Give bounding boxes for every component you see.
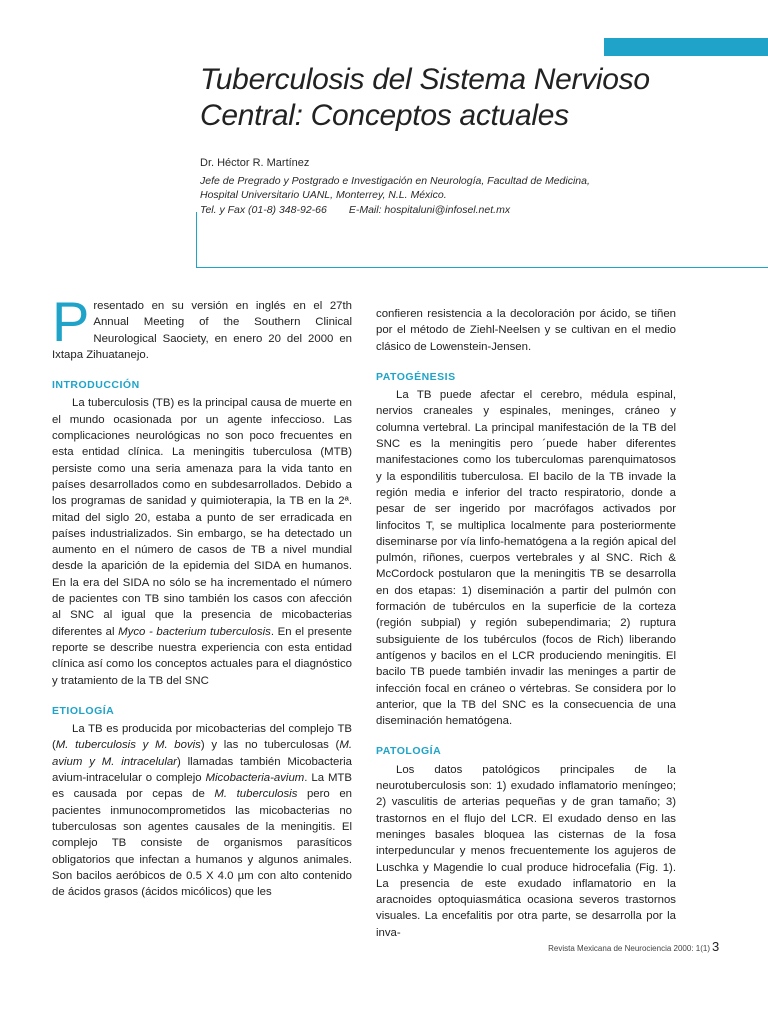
author-email[interactable]: E-Mail: hospitaluni@infosel.net.mx bbox=[348, 203, 511, 216]
intro-paragraph bbox=[52, 290, 352, 363]
author-name: Dr. Héctor R. Martínez bbox=[200, 157, 310, 169]
etiologia-paragraph bbox=[52, 721, 352, 900]
author-affiliation-2: Hospital Universitario UANL, Monterrey, N.L. México. bbox=[200, 189, 447, 201]
author-phone: Tel. y Fax (01-8) 348-92-66 bbox=[200, 203, 327, 216]
etiologia-italic-1: M. tuberculosis y M. bovis bbox=[55, 739, 201, 752]
etiologia-text-4: . La MTB es causada por cepas de bbox=[52, 772, 352, 801]
introduccion-italic: Myco - bacterium tuberculosis bbox=[118, 625, 271, 638]
introduccion-text: La tuberculosis (TB) es la principal causa de muerte en el mundo ocasionada por un agente infeccioso. Las complicaciones neurológicas no son poco frecuentes en esta entidad clínica. La meningitis tuberculosa (MTB) persiste como una seria amenaza para la vida tanto en países desarrollados como en subdesarrollados. Debido a los programas de sanidad y quimioterapia, la TB en la 2ª. mitad del siglo 20, estaba a punto de ser erradicada en países industrializados. Sin embargo, se ha detectado un aumento en el número de casos de TB a nivel mundial desde la aparición de la epidemia del SIDA en humanos. En la era del SIDA no sólo se ha incrementado el número de pacientes con TB sino también los casos con afección al SNC al igual que la presencia de micobacterias diferentes al bbox=[52, 397, 352, 638]
etiologia-text-5: pero en pacientes inmunocomprometidos las micobacterias no tuberculosas son agentes causales de la meningitis. El complejo TB consiste de organismos parasíticos obligatorios que infectan a humanos y algunos animales. Son bacilos aeróbicos de 0.5 X 4.0 µm con alto contenido de ácidos grasos (ácidos micólicos) que les bbox=[52, 788, 352, 899]
etiologia-text-2: ) y las no tuberculosas ( bbox=[200, 739, 340, 752]
title-line-2: Central: Conceptos actuales bbox=[200, 99, 569, 132]
patologia-paragraph: Los datos patológicos principales de la neurotuberculosis son: 1) exudado inflamatorio meníngeo; 2) vasculitis de arterias pequeñas y de gran tamaño; 3) trastornos en el flujo del LCR. El exudado denso en las meninges basales bloquea las cisternas de la fosa interpeduncular y menos frecuentemente los agujeros de Luschka y Magendie lo cual produce hidrocefalia (Fig. 1). La presencia de este exudado inflamatorio en la aracnoides optoquiasmática ocasiona severos trastornos visuales. La encefalitis por otra parte, se desarrolla por la inva- bbox=[376, 763, 676, 939]
etiologia-text-1: La TB es producida por micobacterias del complejo TB ( bbox=[52, 723, 352, 752]
drop-cap: P bbox=[52, 290, 90, 353]
left-column bbox=[52, 290, 353, 900]
page-number: 3 bbox=[712, 939, 720, 954]
header-rule-vertical bbox=[196, 212, 197, 268]
header-accent-bar bbox=[604, 38, 768, 56]
patogenesis-paragraph: La TB puede afectar el cerebro, médula espinal, nervios craneales y espinales, meninges, cráneo y columna vertebral. La principal manifestación de la TB del SNC es la meningitis pero ´puede haber diferentes manifestaciones como los tuberculomas parenquimatosos y la espondilitis tuberculosa. El bacilo de la TB invade la región media e inferior del tracto respiratorio, donde a pesar de ser ingerido por macrófagos activados por linfocitos T, se multiplica localmente para posteriormente diseminarse por vía linfo-hematógena a la región apical del pulmón, riñones, cuerpos vertebrales y al SNC. Rich & McCordock postularon que la meningitis TB se desarrolla en dos etapas: 1) diseminación a partir del pulmón con formación de tubérculos en la superficie de la corteza (región subpial) y región subependimaria; 2) ruptura subsiguiente de los tubérculos (focos de Rich) liberando antígenos y bacilos en el LCR produciendo meningitis. El bacilo TB puede también invadir las meninges a partir de infección focal en cráneo o vértebras. Se considera por lo anterior, que la TB del SNC es la consecuencia de una diseminación hematógena. bbox=[376, 389, 676, 728]
etiologia-italic-3: Micobacteria-avium bbox=[205, 772, 305, 785]
article-title bbox=[200, 62, 740, 134]
heading-patogenesis: PATOGÉNESIS bbox=[376, 370, 456, 383]
title-line-1: Tuberculosis del Sistema Nervioso bbox=[200, 63, 650, 96]
right-column bbox=[376, 306, 676, 941]
author-block bbox=[200, 156, 740, 217]
heading-patologia: PATOLOGÍA bbox=[376, 745, 442, 758]
continuation-paragraph: confieren resistencia a la decoloración por ácido, se tiñen por el método de Ziehl-Neelsen y se cultivan en el medio clásico de Lowenstein-Jensen. bbox=[376, 308, 676, 353]
author-affiliation-1: Jefe de Pregrado y Postgrado e Investigación en Neurología, Facultad de Medicina, bbox=[200, 174, 590, 187]
etiologia-italic-2: M. avium y M. intracelular bbox=[52, 739, 353, 768]
introduccion-paragraph bbox=[52, 395, 352, 688]
header-rule-horizontal bbox=[196, 267, 768, 268]
heading-introduccion: INTRODUCCIÓN bbox=[52, 379, 140, 392]
intro-text: resentado en su versión en inglés en el 27th Annual Meeting of the Southern Clinical Neurological Saociety, en enero 20 del 2000 en Ixtapa Zihuatanejo. bbox=[52, 300, 352, 361]
journal-footer: Revista Mexicana de Neurociencia 2000: 1(1) bbox=[548, 944, 710, 953]
heading-etiologia: ETIOLOGÍA bbox=[52, 704, 115, 717]
author-contact bbox=[200, 203, 740, 218]
etiologia-italic-4: M. tuberculosis bbox=[214, 788, 298, 801]
etiologia-text-3: ) llamadas también Micobacteria avium-intracelular o complejo bbox=[52, 755, 352, 785]
introduccion-text-end: . En el presente reporte se describe nuestra experiencia con esta entidad clínica así como los conceptos actuales para el diagnóstico y tratamiento de la TB del SNC bbox=[52, 625, 352, 687]
